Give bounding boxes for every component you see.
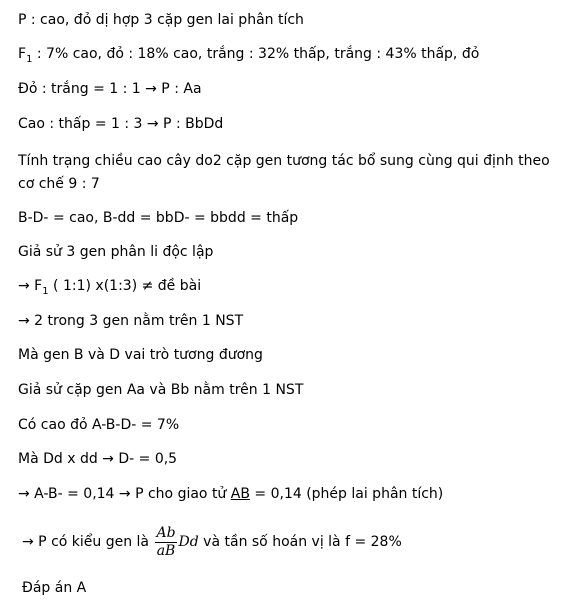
text-line-phenotypes: B-D- = cao, B-dd = bbD- = bbdd = thấp — [18, 210, 299, 226]
text-line-assumption-linked: Giả sử cặp gen Aa và Bb nằm trên 1 NST — [18, 382, 304, 398]
fraction-numerator: Ab — [156, 524, 176, 541]
f1-product-subscript: 1 — [42, 285, 49, 297]
text-line-answer: Đáp án A — [22, 580, 87, 596]
text-line-p-cross: P : cao, đỏ dị hợp 3 cặp gen lai phân tích — [18, 12, 304, 28]
f1-product-rest: ( 1:1) x(1:3) ≠ đề bài — [48, 278, 202, 294]
text-line-linked-genes: → 2 trong 3 gen nằm trên 1 NST — [18, 313, 244, 329]
text-line-f1-ratio — [18, 45, 479, 69]
text-line-assumption-independent: Giả sử 3 gen phân li độc lập — [18, 244, 214, 260]
text-line-f1-product — [18, 277, 201, 301]
f1-subscript: 1 — [26, 53, 33, 65]
genotype-fraction — [155, 525, 176, 560]
text-line-genotype — [22, 522, 402, 562]
text-line-tall-red: Có cao đỏ A-B-D- = 7% — [18, 417, 180, 433]
text-line-interaction: Tính trạng chiều cao cây do2 cặp gen tương tác bổ sung cùng qui định theo cơ chế 9 : 7 — [18, 153, 550, 192]
text-line-gamete — [18, 485, 443, 503]
text-line-equivalent-genes: Mà gen B và D vai trò tương đương — [18, 347, 263, 363]
gamete-ab-underlined: AB — [230, 486, 250, 502]
gamete-text-b: = 0,14 (phép lai phân tích) — [249, 486, 444, 502]
f1-product-prefix: → F — [18, 278, 43, 294]
text-line-height-ratio: Cao : thấp = 1 : 3 → P : BbDd — [18, 116, 224, 132]
fraction-denominator: aB — [156, 542, 176, 559]
genotype-dd-italic: Dd — [178, 534, 199, 550]
genotype-text-b: và tần số hoán vị là f = 28% — [198, 534, 402, 550]
text-line-color-ratio: Đỏ : trắng = 1 : 1 → P : Aa — [18, 81, 202, 97]
gamete-text-a: → A-B- = 0,14 → P cho giao tử — [18, 486, 231, 502]
genotype-text-a: → P có kiểu gen là — [22, 534, 154, 550]
f1-ratio-text: : 7% cao, đỏ : 18% cao, trắng : 32% thấp, trắng : 43% thấp, đỏ — [32, 46, 480, 62]
f1-label: F — [18, 46, 27, 62]
text-line-d-frequency: Mà Dd x dd → D- = 0,5 — [18, 451, 178, 467]
